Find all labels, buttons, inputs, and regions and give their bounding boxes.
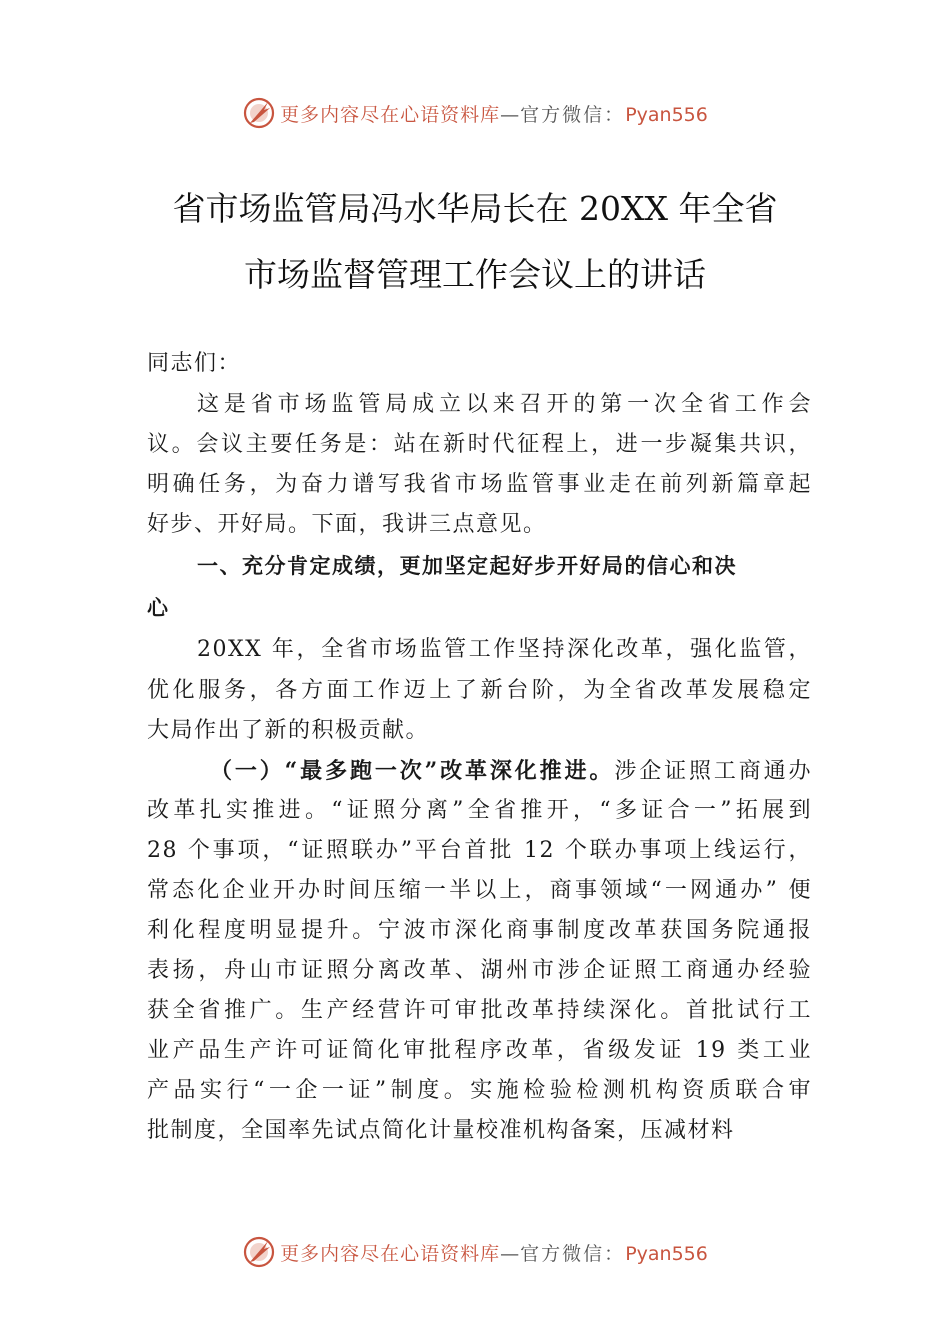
paragraph-line: 获全省推广。生产经营许可审批改革持续深化。首批试行工 [147,998,812,1023]
header-watermark [0,93,950,133]
paragraph-line: 批制度，全国率先试点简化计量校准机构备案，压减材料 [147,1118,735,1143]
paragraph-line: 改革扎实推进。“证照分离”全省推开，“多证合一”拓展到 [147,798,812,823]
watermark-text: 更多内容尽在心语资料库—官方微信：Pyan556 [280,1242,708,1265]
paragraph-line: 优化服务，各方面工作迈上了新台阶，为全省改革发展稳定 [147,678,812,703]
quill-seal-icon [242,1235,276,1269]
subsection-title: （一）“最多跑一次”改革深化推进。 [210,758,615,784]
paragraph-line: 明确任务，为奋力谱写我省市场监管事业走在前列新篇章起 [147,472,812,497]
paragraph-line: 产品实行“一企一证”制度。实施检验检测机构资质联合审 [147,1078,812,1103]
quill-seal-icon [242,96,276,130]
paragraph-line: 好步、开好局。下面，我讲三点意见。 [147,512,547,537]
subsection-first-line [210,751,812,792]
subsection-text: 涉企证照工商通办 [614,759,812,784]
paragraph-line: 大局作出了新的积极贡献。 [147,718,430,743]
paragraph-line: 28 个事项，“证照联办”平台首批 12 个联办事项上线运行， [147,838,812,863]
paragraph-line: 议。会议主要任务是：站在新时代征程上，进一步凝集共识， [147,432,812,457]
salutation: 同志们： [147,351,242,376]
section-heading-cont: 心 [147,596,170,620]
page-title-line-2: 市场监督管理工作会议上的讲话 [244,255,706,294]
footer-watermark [0,1232,950,1272]
paragraph-line: 利化程度明显提升。宁波市深化商事制度改革获国务院通报 [147,918,812,943]
paragraph-line: 业产品生产许可证简化审批程序改革，省级发证 19 类工业 [147,1038,812,1063]
paragraph-line: 常态化企业开办时间压缩一半以上，商事领域“一网通办” 便 [147,878,812,903]
watermark-text: 更多内容尽在心语资料库—官方微信：Pyan556 [280,103,708,126]
page-title-line-1: 省市场监管局冯水华局长在 20XX 年全省 [172,189,778,228]
section-heading: 一、充分肯定成绩，更加坚定起好步开好局的信心和决 [197,554,737,578]
paragraph-line: 表扬，舟山市证照分离改革、湖州市涉企证照工商通办经验 [147,958,812,983]
paragraph-line: 这是省市场监管局成立以来召开的第一次全省工作会 [197,392,812,417]
paragraph-line: 20XX 年，全省市场监管工作坚持深化改革，强化监管， [197,637,812,662]
